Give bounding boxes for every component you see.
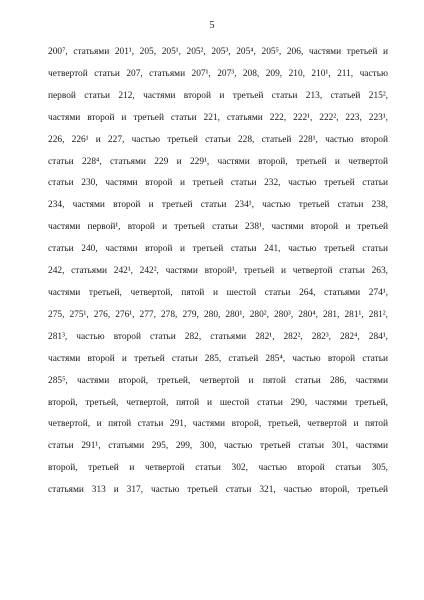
text-line: частями второй и третьей статьи 285, статьей 285⁴, частью второй статьи	[48, 353, 388, 364]
text-line: статьи 228⁴, статьями 229 и 229¹, частями второй, третьей и четвертой	[48, 156, 388, 167]
text-line: 226, 226¹ и 227, частью третьей статьи 228, статьей 228¹, частью второй	[48, 134, 388, 145]
text-line: 242, статьями 242¹, 242², частями второй¹, третьей и четвертой статьи 263,	[48, 266, 388, 277]
text-line: четвертой статьи 207, статьями 207¹, 207³, 208, 209, 210, 210¹, 211, частью	[48, 68, 388, 79]
text-line: статьи 291¹, статьями 295, 299, 300, частью третьей статьи 301, частями	[48, 441, 388, 452]
text-line: 281³, частью второй статьи 282, статьями 282¹, 282², 282³, 282⁴, 284¹,	[48, 331, 388, 342]
text-line: статьями 313 и 317, частью третьей статьи 321, частью второй, третьей	[48, 485, 388, 496]
text-line: четвертой, и пятой статьи 291, частями второй, третьей, четвертой и пятой	[48, 419, 388, 430]
text-line: 285⁵, частями второй, третьей, четвертой и пятой статьи 286, частями	[48, 375, 388, 386]
text-line: второй, третьей и четвертой статьи 302, частью второй статьи 305,	[48, 463, 388, 474]
text-line: частями второй и третьей статьи 221, статьями 222, 222¹, 222², 223, 223¹,	[48, 112, 388, 123]
text-line: статьи 240, частями второй и третьей статьи 241, частью третьей статьи	[48, 244, 388, 255]
text-line: второй, третьей, четвертой, пятой и шестой статьи 290, частями третьей,	[48, 397, 388, 408]
page-number: 5	[209, 20, 215, 31]
text-line: 275, 275¹, 276, 276¹, 277, 278, 279, 280, 280¹, 280², 280³, 280⁴, 281, 281¹, 281²,	[48, 309, 388, 320]
text-line: статьи 230, частями второй и третьей статьи 232, частью третьей статьи	[48, 178, 388, 189]
text-line: частями третьей, четвертой, пятой и шестой статьи 264, статьями 274¹,	[48, 287, 388, 298]
text-line: первой статьи 212, частями второй и третьей статьи 213, статьей 215²,	[48, 90, 388, 101]
text-line: 234, частями второй и третьей статьи 234¹, частью третьей статьи 238,	[48, 200, 388, 211]
text-line: 200⁷, статьями 201¹, 205, 205¹, 205², 205³, 205⁴, 205⁵, 206, частями третьей и	[48, 47, 388, 57]
body-text	[48, 42, 388, 502]
text-line: частями первой¹, второй и третьей статьи 238¹, частями второй и третьей	[48, 222, 388, 233]
